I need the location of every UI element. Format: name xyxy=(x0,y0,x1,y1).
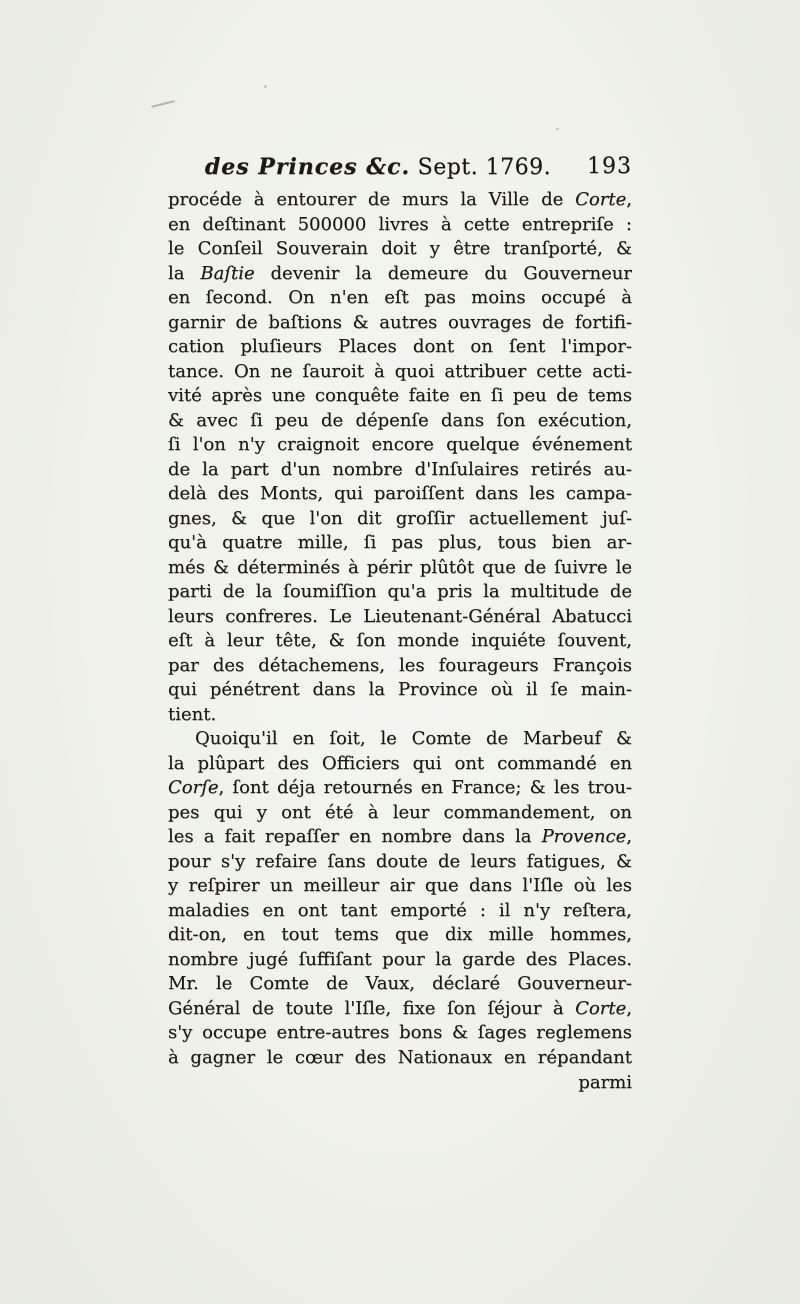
text-segment: en deſtinant 500000 livres à cette entrepriſe : xyxy=(168,213,632,235)
text-line xyxy=(168,213,632,238)
text-segment: tance. On ne ſauroit à quoi attribuer cette acti- xyxy=(168,360,632,382)
text-segment: , ſont déja retournés en France; & les trou- xyxy=(218,777,632,798)
text-segment: pes qui y ont été à leur commandement, on xyxy=(168,801,632,823)
text-segment: ſi l'on n'y craignoit encore quelque événement xyxy=(168,434,632,455)
text-line xyxy=(168,997,632,1022)
text-line xyxy=(168,556,632,581)
text-line xyxy=(168,335,632,360)
text-segment: & avec ſi peu de dépenſe dans ſon exécution, xyxy=(168,409,632,431)
text-line xyxy=(168,850,632,875)
italic-text-segment: Corte xyxy=(575,997,627,1019)
text-segment: gnes, & que l'on dit groſſir actuellement juſ- xyxy=(168,507,632,529)
text-segment: Quoiqu'il en ſoit, le Comte de Marbeuf & xyxy=(195,728,632,749)
italic-text-segment: Baſtie xyxy=(200,262,255,284)
text-segment: devenir la demeure du Gouverneur xyxy=(254,262,632,284)
text-segment: procéde à entourer de murs la Ville de xyxy=(168,189,576,210)
pen-scan-mark xyxy=(151,100,175,108)
text-segment: cation pluſieurs Places dont on ſent l'impor- xyxy=(168,336,632,357)
catchword: parmi xyxy=(578,1072,632,1093)
text-segment: s'y occupe entre-autres bons & ſages reglemens xyxy=(168,1022,632,1043)
text-line xyxy=(168,752,632,777)
text-line xyxy=(168,874,632,899)
text-line xyxy=(168,605,632,630)
text-line xyxy=(168,409,632,434)
text-segment: parti de la ſoumiſſion qu'a pris la multitude de xyxy=(168,581,632,602)
text-segment: tient. xyxy=(168,703,217,725)
text-line xyxy=(168,262,632,287)
text-line xyxy=(168,825,632,850)
text-line xyxy=(168,776,632,801)
text-line xyxy=(168,237,632,262)
text-line xyxy=(168,1021,632,1046)
text-segment: més & déterminés à périr plûtôt que de ſuivre le xyxy=(168,556,632,578)
text-line xyxy=(168,703,632,728)
running-title xyxy=(205,154,551,180)
text-segment: , xyxy=(626,997,632,1019)
running-title-roman: Sept. 1769. xyxy=(410,155,552,180)
text-segment: pour s'y refaire ſans doute de leurs fatigues, & xyxy=(168,850,632,872)
text-segment: vité après une conquête faite en ſi peu de tems xyxy=(168,385,632,406)
text-segment: qui pénétrent dans la Province où il ſe main- xyxy=(168,679,632,700)
text-segment: y reſpirer un meilleur air que dans l'Iſle où les xyxy=(168,875,632,896)
text-line xyxy=(168,360,632,385)
text-line xyxy=(168,433,632,458)
text-segment: de la part d'un nombre d'Inſulaires retirés au- xyxy=(168,458,632,480)
text-line xyxy=(168,899,632,924)
italic-text-segment: Corſe xyxy=(168,777,219,798)
text-line xyxy=(168,384,632,409)
text-segment: eſt à leur tête, & ſon monde inquiéte ſouvent, xyxy=(168,630,632,651)
text-segment: Mr. le Comte de Vaux, déclaré Gouverneur- xyxy=(168,973,632,994)
text-line xyxy=(168,507,632,532)
text-line xyxy=(168,801,632,826)
text-segment: la xyxy=(168,262,201,284)
text-line xyxy=(168,580,632,605)
text-line xyxy=(168,311,632,336)
text-segment: maladies en ont tant emporté : il n'y reſtera, xyxy=(168,899,632,921)
text-segment: nombre jugé ſuffiſant pour la garde des Places. xyxy=(168,948,632,970)
running-title-italic: des Princes &c. xyxy=(204,154,411,180)
italic-text-segment: Provence xyxy=(541,826,627,847)
running-header xyxy=(168,154,632,184)
text-line xyxy=(168,678,632,703)
text-segment: les a fait repaſſer en nombre dans la xyxy=(168,826,542,847)
text-line xyxy=(168,948,632,973)
text-line xyxy=(168,972,632,997)
text-segment: qu'à quatre mille, ſi pas plus, tous bien ar- xyxy=(168,532,632,553)
italic-text-segment: Corte xyxy=(575,189,627,210)
text-line xyxy=(168,286,632,311)
text-line xyxy=(168,727,632,752)
text-segment: leurs confreres. Le Lieutenant-Général Abatucci xyxy=(168,605,632,627)
text-line xyxy=(168,482,632,507)
text-line xyxy=(168,654,632,679)
page-number: 193 xyxy=(587,154,632,179)
text-segment: en ſecond. On n'en eſt pas moins occupé à xyxy=(168,287,632,308)
text-line xyxy=(168,458,632,483)
text-block xyxy=(168,188,632,1096)
text-line xyxy=(168,1046,632,1071)
text-segment: , xyxy=(626,189,632,210)
paper-speck xyxy=(264,85,267,88)
text-segment: dit-on, en tout tems que dix mille hommes, xyxy=(168,924,632,945)
text-segment: à gagner le cœur des Nationaux en répandant xyxy=(168,1046,632,1068)
text-segment: par des détachemens, les fourageurs François xyxy=(168,654,632,676)
text-line xyxy=(168,531,632,556)
text-segment: delà des Monts, qui paroiſſent dans les campa- xyxy=(168,483,632,504)
paper-speck xyxy=(556,128,559,130)
text-line xyxy=(168,923,632,948)
text-segment: , xyxy=(626,826,632,847)
text-segment: le Conſeil Souverain doit y être tranſporté, & xyxy=(168,238,632,259)
text-segment: la plûpart des Officiers qui ont commandé en xyxy=(168,752,632,774)
text-segment: Général de toute l'Iſle, fixe ſon ſéjour à xyxy=(168,997,576,1019)
text-line xyxy=(168,629,632,654)
text-segment: garnir de baſtions & autres ouvrages de fortifi- xyxy=(168,311,632,333)
text-line xyxy=(168,188,632,213)
